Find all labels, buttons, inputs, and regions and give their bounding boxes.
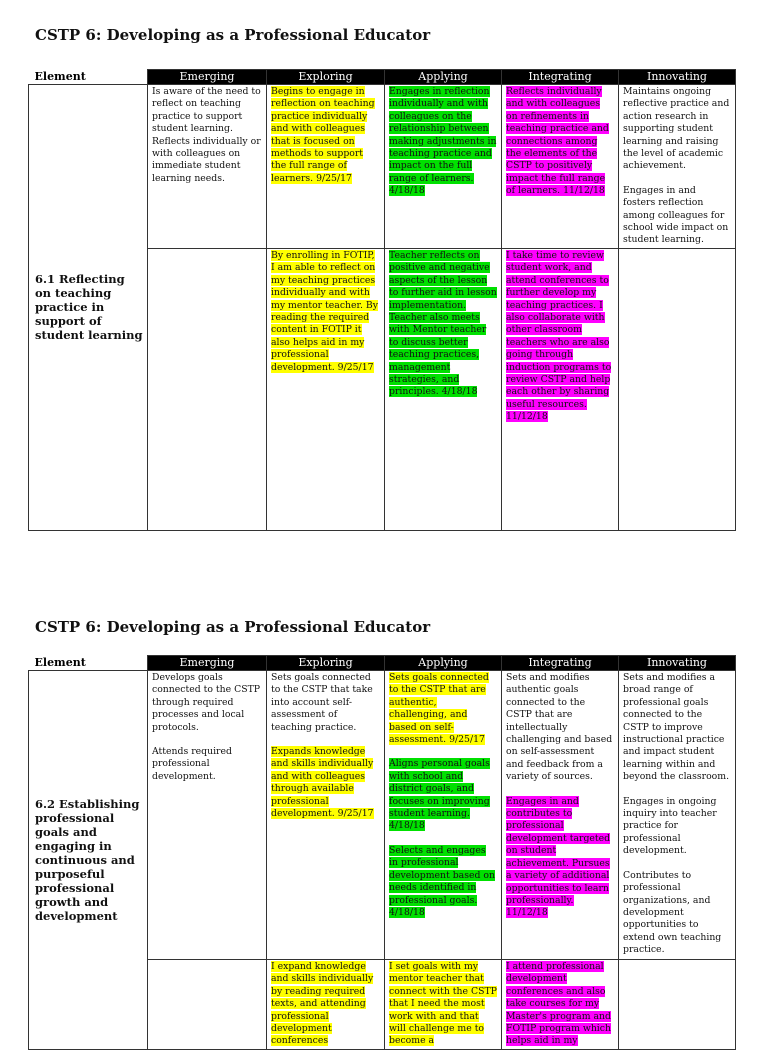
header-integrating: Integrating [502,656,619,671]
section2-title: CSTP 6: Developing as a Professional Educator [35,618,431,636]
cell-applying [385,960,502,1050]
cell-exploring [267,671,385,960]
cell-text-highlighted: I take time to review student work, and attend conferences to further develop my teaching practices. I also collaborate with other classroom teachers who are also going through induction programs to review CSTP and help each other by sharing useful resources. 11/12/18 [506,249,612,423]
cell-integrating [502,248,619,530]
header-innovating: Innovating [619,70,736,85]
header-integrating: Integrating [502,70,619,85]
cell-exploring [267,960,385,1050]
cell-text: Attends required professional development. [152,746,232,782]
cell-innovating [619,248,736,530]
cell-text-highlighted: Sets goals connected to the CSTP that are authentic, challenging, and based on self-assessment. 9/25/17 [389,672,489,746]
header-emerging: Emerging [148,656,267,671]
rubric-table-6-1 [28,69,736,531]
cell-text-highlighted: By enrolling in FOTIP, I am able to reflect on my teaching practices individually and with my mentor teacher. By reading the required content in FOTIP it also helps aid in my professional development. 9/25/17 [271,249,378,373]
cell-text: Sets and modifies authentic goals connected to the CSTP that are intellectually challenging and based on self-assessment and feedback from a variety of sources. [506,672,613,783]
cell-text: Develops goals connected to the CSTP through required processes and local protocols. [152,672,261,733]
element-name: 6.2 Establishing professional goals and engaging in continuous and purposeful professional growth and development [29,671,148,1050]
cell-emerging [148,85,267,249]
cell-exploring [267,248,385,530]
header-applying: Applying [385,656,502,671]
rubric-table-6-2 [28,655,736,1050]
cell-innovating [619,85,736,249]
header-emerging: Emerging [148,70,267,85]
cell-exploring [267,85,385,249]
cell-text: Is aware of the need to reflect on teaching practice to support student learning. Reflects individually or with colleagues on immediate student learning needs. [152,86,261,184]
cell-innovating [619,671,736,960]
cell-text-highlighted: Aligns personal goals with school and district goals, and focuses on improving student learning. 4/18/18 [389,758,490,832]
cell-emerging [148,248,267,530]
table-row [29,85,736,249]
header-element: Element [29,656,148,671]
cell-text-highlighted: Begins to engage in reflection on teaching practice individually and with colleagues that is focused on methods to support the full range of learners. 9/25/17 [271,86,375,184]
cell-text-highlighted: Selects and engages in professional development based on needs identified in professional goals. 4/18/18 [389,844,495,918]
cell-text-highlighted: I attend professional development conferences and also take courses for my Master's program and FOTIP program which helps aid in my [506,961,611,1047]
header-exploring: Exploring [267,70,385,85]
cell-text: Sets goals connected to the CSTP that take into account self-assessment of teaching practice. [271,672,373,733]
header-row [29,70,736,85]
header-exploring: Exploring [267,656,385,671]
cell-innovating [619,960,736,1050]
cell-text-highlighted: Engages in and contributes to professional development targeted on student achievement. Pursues a variety of additional opportunities to learn professionally. 11/12/18 [506,795,611,919]
cell-text: Engages in and fosters reflection among colleagues for school wide impact on student learning. [623,184,729,246]
table-row [29,671,736,960]
cell-text: Contributes to professional organizations, and development opportunities to extend own teaching practice. [623,869,722,956]
cell-text-highlighted: Expands knowledge and skills individually and with colleagues through available professional development. 9/25/17 [271,746,374,820]
cell-integrating [502,85,619,249]
cell-emerging [148,671,267,960]
cell-applying [385,671,502,960]
cell-text-highlighted: Teacher reflects on positive and negative aspects of the lesson to further aid in lesson implementation. Teacher also meets with Mentor teacher to discuss better teaching practices, management strategies, and principles. 4/18/18 [389,249,497,398]
cell-text-highlighted: Engages in reflection individually and with colleagues on the relationship between making adjustments in teaching practice and impact on the full range of learners. 4/18/18 [389,86,497,197]
cell-applying [385,248,502,530]
cell-text-highlighted: I set goals with my mentor teacher that connect with the CSTP that I need the most work with and that will challenge me to become a [389,961,497,1047]
header-applying: Applying [385,70,502,85]
header-innovating: Innovating [619,656,736,671]
cell-integrating [502,960,619,1050]
cell-text: Engages in ongoing inquiry into teacher practice for professional development. [623,795,717,857]
cell-emerging [148,960,267,1050]
cell-text: Sets and modifies a broad range of professional goals connected to the CSTP to improve instructional practice and impact student learning within and beyond the classroom. [623,672,730,783]
cell-text-highlighted: Reflects individually and with colleagues on refinements in teaching practice and connections among the elements of the CSTP to positively impact the full range of learners. 11/12/18 [506,86,609,197]
cell-integrating [502,671,619,960]
section1-title: CSTP 6: Developing as a Professional Educator [35,26,431,44]
cell-text: Maintains ongoing reflective practice and action research in supporting student learning and raising the level of academic achievement. [623,86,730,172]
cell-applying [385,85,502,249]
header-row [29,656,736,671]
cell-text-highlighted: I expand knowledge and skills individually by reading required texts, and attending professional development conferences [271,961,374,1047]
header-element: Element [29,70,148,85]
element-name: 6.1 Reflecting on teaching practice in support of student learning [29,85,148,531]
